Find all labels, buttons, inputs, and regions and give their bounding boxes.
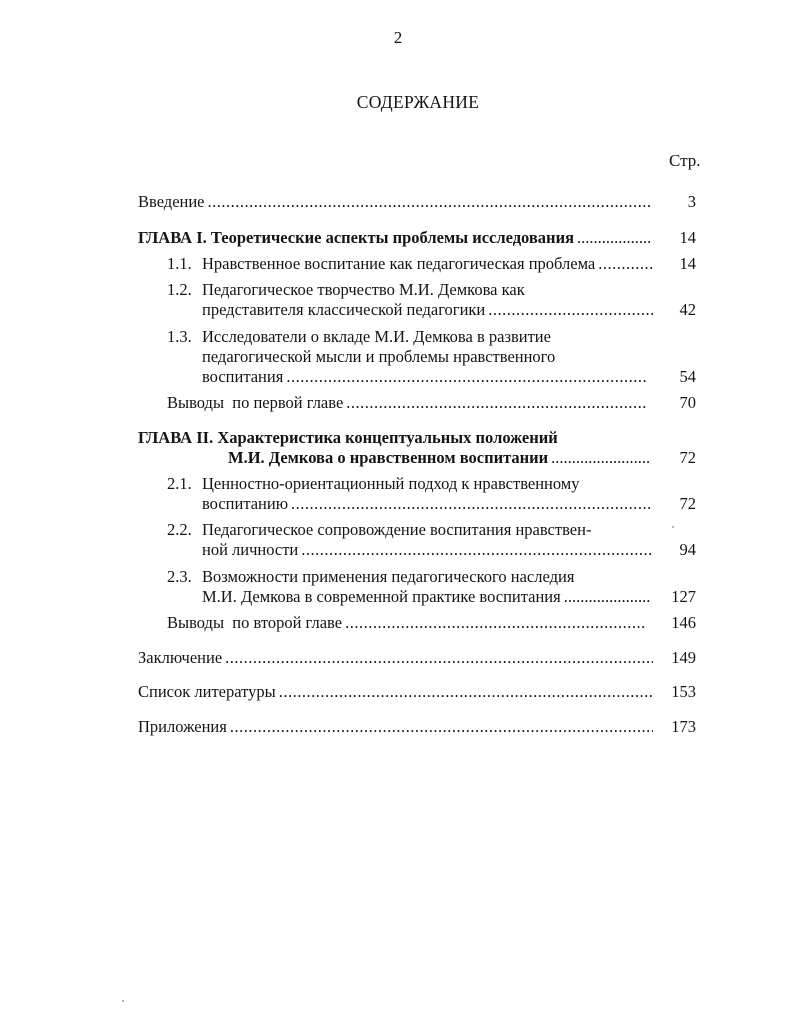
toc-entry-section-1-3 <box>202 367 650 387</box>
dot-leader <box>301 540 653 560</box>
dot-leader <box>225 648 653 668</box>
page-column-header: Стр. <box>669 151 701 170</box>
toc-entry-label-line-2: представителя классической педагогики <box>202 300 486 319</box>
toc-entry-label: ГЛАВА I. Теоретические аспекты проблемы исследования <box>138 228 575 247</box>
toc-entry-label-line-2: ной личности <box>202 540 299 559</box>
toc-entry-page: 70 <box>679 393 696 412</box>
dot-leader <box>291 494 651 514</box>
toc-entry-label: Список литературы <box>138 682 276 701</box>
dot-leader <box>551 448 651 468</box>
toc-entry-label: Заключение <box>138 648 223 667</box>
toc-entry-label-line-1: Исследователи о вкладе М.И. Демкова в развитие <box>202 327 551 346</box>
toc-entry-conclusions-2 <box>167 613 650 633</box>
toc-entry-page: 173 <box>671 717 696 736</box>
toc-entry-label: Введение <box>138 192 205 211</box>
toc-title: СОДЕРЖАНИЕ <box>356 92 480 112</box>
toc-entry-section-2-3 <box>202 587 654 607</box>
toc-entry-appendices <box>138 717 656 737</box>
toc-entry-chapter-2 <box>228 448 654 468</box>
dot-leader <box>564 587 651 607</box>
dot-leader <box>577 228 651 248</box>
scan-speck <box>672 526 674 528</box>
toc-entry-page: 94 <box>679 540 696 559</box>
dot-leader <box>230 717 653 737</box>
section-number: 1.1. <box>167 254 192 273</box>
toc-entry-page: 146 <box>671 613 696 632</box>
toc-entry-label-line-1: Возможности применения педагогического наследия <box>202 567 575 586</box>
dot-leader <box>345 613 647 633</box>
toc-entry-label-line-2: М.И. Демкова в современной практике воспитания <box>202 587 561 606</box>
toc-entry-section-1-2 <box>202 300 656 320</box>
toc-entry-label-line-1: Педагогическое сопровождение воспитания нравствен- <box>202 520 592 539</box>
toc-entry-conclusions-1 <box>167 393 650 413</box>
toc-entry-label-line-1: ГЛАВА II. Характеристика концептуальных положений <box>138 428 558 447</box>
toc-entry-label-line-1: Педагогическое творчество М.И. Демкова как <box>202 280 525 299</box>
section-number: 2.1. <box>167 474 192 493</box>
toc-entry-section-2-2 <box>202 540 656 560</box>
scan-speck <box>122 1000 124 1002</box>
toc-entry-page: 54 <box>679 367 696 386</box>
section-number: 2.2. <box>167 520 192 539</box>
toc-entry-conclusion <box>138 648 656 668</box>
toc-entry-label-line-2: воспитанию <box>202 494 289 513</box>
toc-entry-page: 153 <box>671 682 696 701</box>
toc-entry-label-line-2: педагогической мысли и проблемы нравственного <box>202 347 556 366</box>
toc-entry-page: 72 <box>679 494 696 513</box>
dot-leader <box>346 393 647 413</box>
toc-entry-label: Приложения <box>138 717 227 736</box>
toc-entry-label: Нравственное воспитание как педагогическая проблема <box>202 254 596 273</box>
toc-entry-page: 14 <box>679 254 696 273</box>
dot-leader <box>208 192 651 212</box>
page-number: 2 <box>393 28 403 47</box>
toc-entry-page: 127 <box>671 587 696 606</box>
toc-entry-chapter-1 <box>138 228 654 248</box>
toc-entry-page: 42 <box>679 300 696 319</box>
dot-leader <box>488 300 653 320</box>
toc-entry-section-2-1 <box>202 494 654 514</box>
toc-entry-label-line-3: воспитания <box>202 367 284 386</box>
toc-entry-section-1-1 <box>202 254 656 274</box>
dot-leader <box>598 254 653 274</box>
dot-leader <box>286 367 647 387</box>
toc-entry-page: 3 <box>687 192 696 211</box>
toc-entry-page: 72 <box>679 448 696 467</box>
toc-entry-label: Выводы по второй главе <box>167 613 343 632</box>
toc-entry-label-line-1: Ценностно-ориентационный подход к нравственному <box>202 474 580 493</box>
section-number: 1.3. <box>167 327 192 346</box>
toc-entry-page: 14 <box>679 228 696 247</box>
toc-entry-references <box>138 682 656 702</box>
dot-leader <box>279 682 653 702</box>
toc-entry-intro <box>138 192 654 212</box>
section-number: 2.3. <box>167 567 192 586</box>
toc-entry-label: Выводы по первой главе <box>167 393 344 412</box>
toc-entry-page: 149 <box>671 648 696 667</box>
section-number: 1.2. <box>167 280 192 299</box>
toc-entry-label-line-2: М.И. Демкова о нравственном воспитании <box>228 448 549 467</box>
